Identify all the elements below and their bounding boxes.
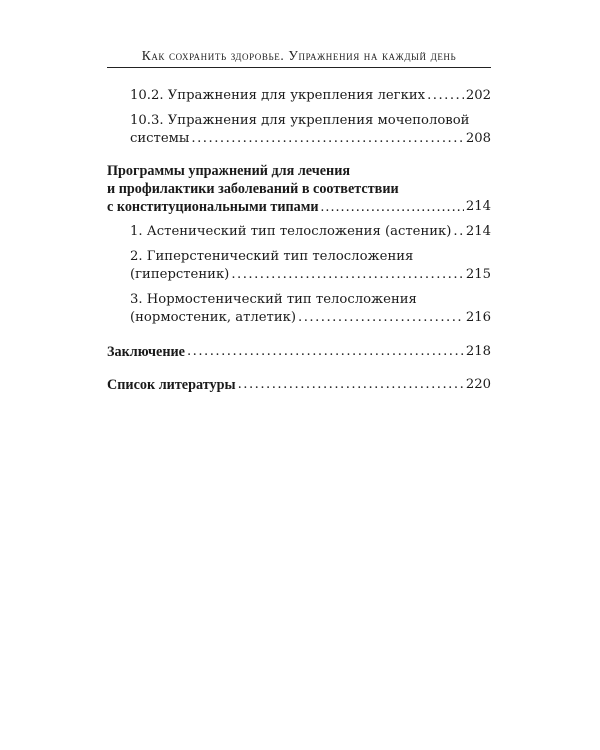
toc-page-number: 218 [465, 344, 491, 359]
section-title-line2: и профилактики заболеваний в соответствии [107, 181, 399, 197]
dot-leader [231, 266, 463, 284]
table-of-contents [107, 87, 491, 401]
toc-entry-hypersthenic[interactable] [107, 248, 491, 284]
toc-section-bibliography[interactable] [107, 376, 491, 394]
section-title: Заключение [107, 344, 185, 360]
toc-entry-title-line2: (нормостеник, атлетик) [130, 310, 297, 325]
dot-leader [298, 309, 464, 327]
running-head: Как сохранить здоровье. Упражнения на каждый день [141, 48, 457, 63]
toc-entry-title-line2: системы [130, 131, 190, 146]
toc-section-programs[interactable] [107, 162, 491, 216]
toc-entry-10-3[interactable] [107, 112, 491, 148]
toc-entry-title-line1: 2. Гиперстенический тип телосложения [130, 249, 414, 264]
section-title-line1: Программы упражнений для лечения [107, 163, 351, 179]
dot-leader [187, 343, 464, 361]
toc-page-number: 214 [465, 199, 491, 214]
toc-page-number: 202 [465, 88, 491, 103]
dot-leader [453, 223, 463, 241]
toc-page-number: 215 [465, 267, 491, 282]
toc-entry-title: 1. Астенический тип телосложения (астеник) [130, 224, 452, 239]
header-rule [107, 67, 491, 68]
section-title-line3: с конституциональными типами [107, 199, 319, 215]
dot-leader [427, 87, 464, 105]
dot-leader [321, 198, 464, 216]
toc-entry-title-line1: 3. Нормостенический тип телосложения [130, 292, 417, 307]
toc-entry-title-line2: (гиперстеник) [130, 267, 230, 282]
toc-page-number: 208 [465, 131, 491, 146]
toc-entry-asthenic[interactable] [107, 223, 491, 241]
toc-entry-10-2[interactable] [107, 87, 491, 105]
toc-entry-title-line1: 10.3. Упражнения для укрепления мочеполовой [130, 113, 470, 128]
section-title: Список литературы [107, 377, 236, 393]
toc-entry-normosthenic[interactable] [107, 291, 491, 327]
toc-page-number: 216 [465, 310, 491, 325]
toc-section-conclusion[interactable] [107, 343, 491, 361]
toc-page-number: 214 [465, 224, 491, 239]
toc-entry-title: 10.2. Упражнения для укрепления легких [130, 88, 426, 103]
dot-leader [238, 376, 464, 394]
dot-leader [191, 130, 463, 148]
toc-page-number: 220 [465, 377, 491, 392]
